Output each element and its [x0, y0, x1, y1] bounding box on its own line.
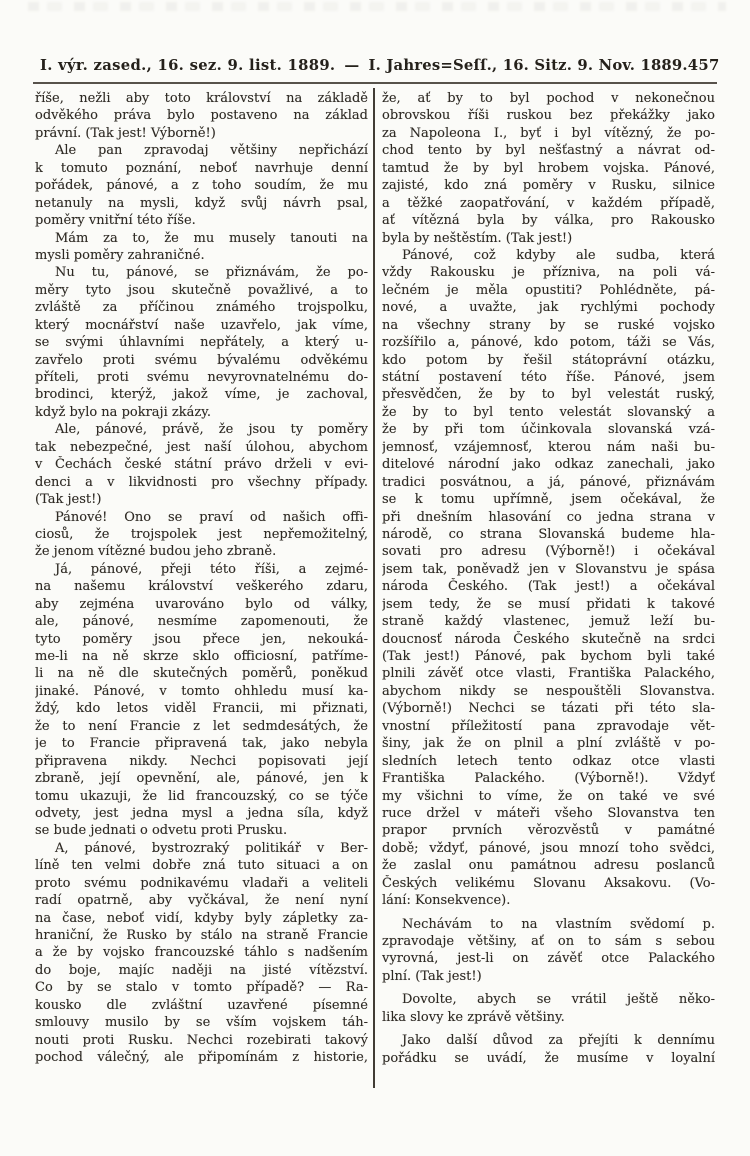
- text-line: lečném je měla opustiti? Pohlédněte, pá-: [382, 282, 715, 298]
- text-line: plnili závěť otce vlasti, Františka Palackého,: [382, 666, 715, 682]
- text-line: měry tyto jsou skutečně považlivé, a to: [35, 282, 368, 298]
- text-line: jsem tak, poněvadž jen v Slovanstvu je spása: [382, 561, 715, 577]
- text-line: že zaslal onu památnou adresu poslanců: [382, 858, 715, 874]
- text-line: (Výborně!) Nechci se tázati při této sla-: [382, 701, 715, 717]
- text-line: tradici posvátnou, a já, pánové, přiznávám: [382, 474, 715, 490]
- text-body: [35, 90, 715, 1067]
- text-line: aby zejména uvarováno bylo od války,: [35, 596, 368, 612]
- text-line: je to Francie připravená tak, jako nebyla: [35, 736, 368, 752]
- text-line: k tomuto poznání, neboť navrhuje denní: [35, 160, 368, 176]
- text-line: jsem tedy, že se musí přidati k takové: [382, 596, 715, 612]
- text-line: nouti proti Rusku. Nechci rozebirati takový: [35, 1032, 368, 1048]
- session-date-german: I. Jahres=Seſſ., 16. Sitz. 9. Nov. 1889.: [368, 57, 688, 74]
- text-line: říše, nežli aby toto království na základě: [35, 91, 368, 106]
- text-line: straně každý vlastenec, jemuž leží bu-: [382, 614, 715, 630]
- left-column: [35, 90, 368, 1067]
- text-line: obrovskou říši ruskou bez překážky jako: [382, 108, 715, 124]
- text-line: tyto poměry jsou přece jen, nekouká-: [35, 631, 368, 647]
- text-line: Nu tu, pánové, se přiznávám, že po-: [55, 265, 368, 281]
- text-line: a že by vojsko francouzské táhlo s nadšením: [35, 945, 368, 961]
- text-line: Českých velikému Slovanu Aksakovu. (Vo-: [382, 875, 715, 891]
- text-line: denci a v likvidnosti pro všechny případy.: [35, 474, 368, 490]
- text-line: tak nebezpečné, jest naší úlohou, abychom: [35, 439, 368, 455]
- paragraph: [35, 840, 368, 1067]
- text-line: kdo potom by řešil státoprávní otázku,: [382, 352, 715, 368]
- text-line: chod tento by byl nešťastný a návrat od-: [382, 143, 715, 159]
- text-line: že by při tom účinkovala slovanská vzá-: [382, 422, 715, 438]
- text-line: (Tak jest!): [35, 492, 102, 508]
- text-line: jemnosť, vzájemnosť, kterou nám naši bu-: [382, 439, 715, 455]
- text-line: státní postavení této říše. Pánové, jsem: [382, 370, 715, 385]
- text-line: Mám za to, že mu musely tanouti na: [55, 230, 368, 246]
- right-column: [382, 90, 715, 1067]
- text-line: vnostní příležitostí pana zpravodaje vět-: [382, 718, 715, 734]
- text-line: době; vždyť, pánové, jsou mnozí toho svědci,: [382, 840, 715, 856]
- text-line: Co by se stalo v tomto případě? — Ra-: [35, 980, 368, 996]
- text-line: Já, pánové, přeji této říši, a zejmé-: [55, 561, 368, 577]
- text-line: netanuly na mysli, když svůj návrh psal,: [35, 195, 368, 211]
- session-date-czech: I. výr. zased., 16. sez. 9. list. 1889.: [40, 57, 336, 74]
- text-line: proto svému podnikavému vladaři a veliteli: [35, 875, 368, 891]
- text-line: pochod válečný, ale připomínám z historie,: [35, 1050, 368, 1066]
- text-line: abychom nikdy se nespouštěli Slovanstva.: [382, 683, 715, 699]
- text-line: radí opatrně, aby vyčkával, že není nyní: [35, 893, 368, 909]
- text-line: jinaké. Pánové, v tomto ohhledu musí ka-: [35, 683, 368, 699]
- header-separator-dash: —: [344, 57, 360, 74]
- text-line: rozšířilo a, pánové, kdo potom, táži se Vás,: [382, 335, 715, 351]
- text-line: zvláště za příčinou známého trojspolku,: [35, 300, 368, 316]
- page-number: 457: [687, 57, 720, 74]
- text-line: nové, a uvažte, jak rychlými pochody: [382, 300, 715, 316]
- text-line: se k tomu upřímně, jsem očekával, že: [382, 492, 715, 508]
- text-line: my všichni to víme, že on také ve své: [382, 788, 715, 804]
- paragraph: [382, 247, 715, 910]
- paragraph: [382, 991, 715, 1026]
- text-line: me-li na ně skrze sklo officiosní, patříme-: [35, 649, 368, 664]
- paragraph: [35, 421, 368, 508]
- paragraph: [35, 230, 368, 265]
- text-line: do boje, majíc naději na jisté vítězství.: [35, 962, 368, 978]
- paragraph: [382, 90, 715, 247]
- text-line: Dovolte, abych se vrátil ještě něko-: [402, 992, 715, 1008]
- text-line: sledních letech tento odkaz otce vlasti: [382, 753, 715, 769]
- text-line: ditelové národní jako odkaz zanechali, jako: [382, 457, 715, 473]
- text-line: Nechávám to na vlastním svědomí p.: [402, 916, 715, 932]
- text-line: právní. (Tak jest! Výborně!): [35, 125, 216, 141]
- text-line: vždy Rakousku je přízniva, na poli vá-: [382, 265, 715, 281]
- text-line: hraniční, že Rusko by stálo na straně Francie: [35, 928, 368, 943]
- text-line: ždý, kdo letos viděl Francii, mi přiznati,: [35, 701, 368, 717]
- text-line: odvěkého práva bylo postaveno na základ: [35, 108, 368, 124]
- text-line: národě, co strana Slovanská budeme hla-: [382, 526, 715, 542]
- text-line: Františka Palackého. (Výborně!). Vždyť: [382, 771, 715, 787]
- paragraph: [35, 509, 368, 561]
- text-line: tamtud že by byl hrobem vojska. Pánové,: [382, 160, 715, 176]
- text-line: tomu ukazuji, že lid francouzský, co se týče: [35, 788, 368, 804]
- text-line: když bylo na pokraji zkázy.: [35, 404, 211, 420]
- text-line: že jenom vítězné budou jeho zbraně.: [35, 544, 277, 560]
- text-line: brodinci, kterýž, jakož víme, je zachoval,: [35, 387, 368, 403]
- text-line: a těžké zaopatřování, v každém případě,: [382, 195, 715, 211]
- text-line: ať vítězná byla by válka, pro Rakousko: [382, 213, 715, 229]
- text-line: poměry vnitřní této říše.: [35, 213, 196, 229]
- text-line: v Čechách české státní právo drželi v evi-: [35, 457, 368, 473]
- text-line: líně ten velmi dobře zná tuto situaci a on: [35, 858, 368, 874]
- session-date-line: [40, 57, 688, 74]
- text-line: se svými úhlavními nepřátely, a který u-: [35, 335, 368, 351]
- text-line: Ale, pánové, právě, že jsou ty poměry: [55, 422, 368, 438]
- text-line: prapor prvních věrozvěstů v památné: [382, 823, 715, 839]
- text-line: mysli poměry zahraničné.: [35, 247, 205, 263]
- paragraph: [35, 264, 368, 421]
- text-line: že by to byl tento velestát slovanský a: [382, 404, 715, 420]
- text-line: plní. (Tak jest!): [382, 968, 482, 984]
- paragraph: [35, 561, 368, 840]
- text-line: příteli, proti svému nevyrovnatelnému do-: [35, 370, 368, 385]
- text-line: Jako další důvod za přejíti k dennímu: [402, 1033, 715, 1049]
- paragraph: [35, 142, 368, 229]
- text-line: pořádek, pánové, a z toho soudím, že mu: [35, 178, 368, 194]
- text-line: Pánové, což kdyby ale sudba, která: [402, 247, 715, 263]
- text-line: smlouvy musilo by se vším vojskem táh-: [35, 1015, 368, 1031]
- text-line: že to není Francie z let sedmdesátých, že: [35, 718, 368, 734]
- text-line: odvety, jest jedna mysl a jedna síla, když: [35, 805, 368, 821]
- text-line: na našemu království veškerého zdaru,: [35, 579, 368, 595]
- text-line: na všechny strany by se ruské vojsko: [382, 317, 715, 333]
- text-line: A, pánové, bystrozraký politikář v Ber-: [55, 840, 368, 856]
- text-line: lání: Konsekvence).: [382, 893, 511, 909]
- text-line: sovati pro adresu (Výborně!) i očekával: [382, 544, 715, 560]
- text-line: pořádku se uvádí, že musíme v loyalní: [382, 1050, 715, 1066]
- text-line: kousko dle zvláštní uzavřené písemné: [35, 997, 368, 1013]
- text-line: ruce držel v máteři všeho Slovanstva ten: [382, 805, 715, 821]
- text-line: ciosů, že trojspolek jest nepřemožitelný,: [35, 526, 368, 542]
- page-header: [40, 57, 720, 74]
- text-line: se bude jednati o odvetu proti Prusku.: [35, 823, 288, 839]
- text-line: Ale pan zpravodaj většiny nepřichází: [55, 143, 368, 159]
- scan-bleed-through-artifact: [28, 2, 726, 11]
- paragraph: [382, 1032, 715, 1067]
- text-line: připravena nikdy. Nechci popisovati její: [35, 753, 368, 769]
- header-rule: [33, 82, 717, 84]
- text-line: byla by neštěstím. (Tak jest!): [382, 230, 573, 246]
- text-line: zajisté, kdo zná poměry v Rusku, silnice: [382, 178, 715, 194]
- text-line: li na ně dle skutečných poměrů, poněkud: [35, 666, 368, 682]
- text-line: (Tak jest!) Pánové, pak bychom byli také: [382, 649, 715, 664]
- text-line: přesvědčen, že by to byl velestát ruský,: [382, 387, 715, 403]
- text-line: šiny, jak že on plnil a plní zvláště v po-: [382, 736, 715, 752]
- text-line: Pánové! Ono se praví od našich offi-: [55, 509, 368, 525]
- text-line: při dnešním hlasování co jedna strana v: [382, 509, 715, 525]
- text-line: národa Českého. (Tak jest!) a očekával: [382, 579, 715, 595]
- paragraph: [382, 916, 715, 986]
- paragraph: [35, 90, 368, 142]
- text-line: lika slovy ke zprávě většiny.: [382, 1009, 565, 1025]
- text-line: zavřelo proti svému bývalému odvěkému: [35, 352, 368, 368]
- text-line: zpravodaje většiny, ať on to sám s sebou: [382, 934, 715, 949]
- text-line: zbraně, její opevnění, ale, pánové, jen k: [35, 771, 368, 787]
- text-line: doucnosť národa Českého skutečně na srdci: [382, 631, 715, 647]
- text-line: že, ať by to byl pochod v nekonečnou: [382, 91, 715, 106]
- text-line: za Napoleona I., byť i byl vítězný, že po-: [382, 125, 715, 141]
- text-line: ale, pánové, nesmíme zapomenouti, že: [35, 614, 368, 630]
- text-line: vyrovná, jest-li on závěť otce Palackého: [382, 951, 715, 967]
- text-line: na čase, neboť vidí, kdyby byly zápletky za-: [35, 910, 368, 926]
- text-line: který mocnářství naše uzavřelo, jak víme,: [35, 317, 368, 333]
